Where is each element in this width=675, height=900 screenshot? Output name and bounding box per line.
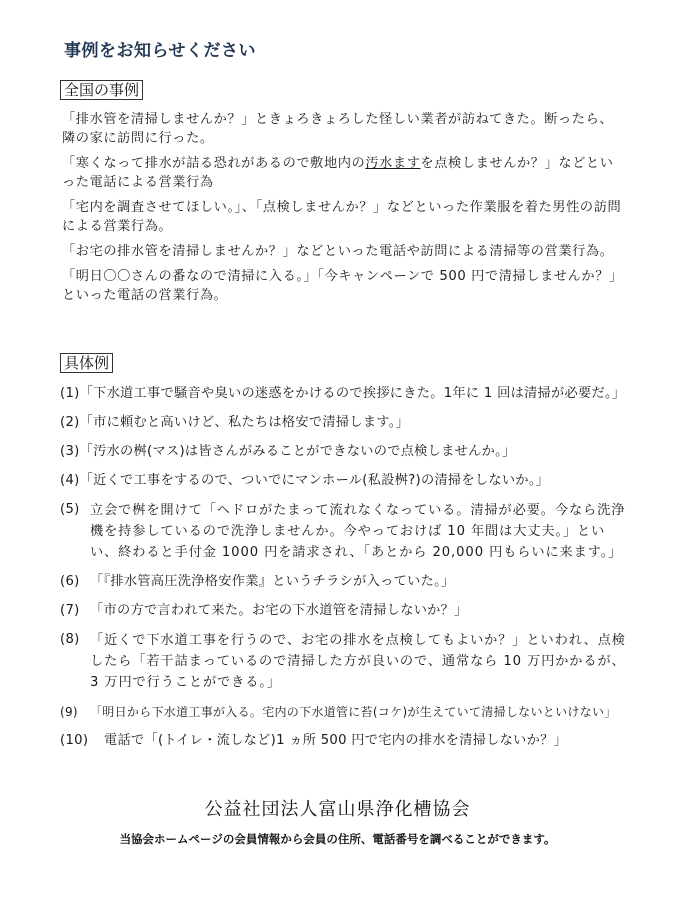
example-item xyxy=(60,702,630,722)
national-case-item: 「排水管を清掃しませんか？」ときょろきょろした怪しい業者が訪ねてきた。断ったら、隣の家に訪問に行った。 xyxy=(62,112,614,146)
example-item xyxy=(60,572,630,592)
case-text-before: 「寒くなって排水が詰る恐れがあるので敷地内の xyxy=(62,156,366,171)
footer-note: 当協会ホームページの会員情報から会員の住所、電話番号を調べることができます。 xyxy=(119,832,556,846)
national-cases-heading: 全国の事例 xyxy=(60,80,143,100)
specific-examples-list xyxy=(60,384,630,760)
example-number: (5) xyxy=(60,502,80,517)
example-number: (4) xyxy=(60,473,80,488)
example-text: 「下水道工事で騒音や臭いの迷惑をかけるので挨拶にきた。1年に 1 回は清掃が必要だ。」 xyxy=(79,386,626,401)
example-number: (10) xyxy=(60,733,89,748)
example-item xyxy=(60,500,630,563)
national-case-item: 「宅内を調査させてほしい。」、「点検しませんか？」などといった作業服を着た男性の訪問による営業行為。 xyxy=(62,200,622,234)
example-number: (1) xyxy=(60,386,80,401)
example-text: 「市の方で言われて来た。お宅の下水道管を清掃しないか？」 xyxy=(90,603,468,618)
example-text: 「近くで工事をするので、ついでにマンホール(私設桝?)の清掃をしないか。」 xyxy=(79,473,550,488)
national-cases-section xyxy=(60,80,143,100)
example-text: 「明日から下水道工事が入る。宅内の下水道管に苔(コケ)が生えていて清掃しないといけない」 xyxy=(90,705,617,719)
example-number: (8) xyxy=(60,632,80,647)
page-title: 事例をお知らせください xyxy=(64,41,256,61)
national-case-item: 「お宅の排水管を清掃しませんか？」などといった電話や訪問による清掃等の営業行為。 xyxy=(62,244,614,259)
example-number: (6) xyxy=(60,574,80,589)
example-text: 立会で桝を開けて「ヘドロがたまって流れなくなっている。清掃が必要。今なら洗浄機を持参しているので洗浄しませんか。今やっておけば 10 年間は大丈夫。」といい、終わると手付金 1000 円を請求され、「あとから 20,000 円もらいに来ます。」 xyxy=(90,503,626,560)
example-number: (3) xyxy=(60,444,80,459)
example-item xyxy=(60,601,630,621)
example-item xyxy=(60,630,630,693)
example-text: 「『排水管高圧洗浄格安作業』というチラシが入っていた。」 xyxy=(90,574,455,589)
example-number: (7) xyxy=(60,603,80,618)
example-item xyxy=(60,442,630,462)
example-text: 「市に頼むと高いけど、私たちは格安で清掃します。」 xyxy=(79,415,410,430)
case-text-after: を点検しませんか？」などといった電話による営業行為 xyxy=(62,156,614,190)
organization-name: 公益社団法人富山県浄化槽協会 xyxy=(204,799,471,820)
specific-examples-heading: 具体例 xyxy=(60,353,113,373)
example-text: 電話で「(トイレ・流しなど)1 ヵ所 500 円で宅内の排水を清掃しないか？」 xyxy=(104,733,568,748)
specific-examples-section xyxy=(60,353,113,373)
underlined-term: 汚水ます xyxy=(365,156,421,171)
national-case-item: 「明日〇〇さんの番なので清掃に入る。」「今キャンペーンで 500 円で清掃しませんか？」といった電話の営業行為。 xyxy=(62,269,617,303)
example-item xyxy=(60,731,630,751)
example-text: 「近くで下水道工事を行うので、お宅の排水を点検してもよいか？」といわれ、点検したら「若干詰まっているので清掃した方が良いので、通常なら 10 万円かかるが、3 万円で行うことができる。」 xyxy=(90,633,626,690)
example-item xyxy=(60,384,630,404)
example-number: (2) xyxy=(60,415,80,430)
example-number: (9) xyxy=(60,705,78,719)
national-case-item xyxy=(62,154,622,192)
example-item xyxy=(60,471,630,491)
example-item xyxy=(60,413,630,433)
national-cases-list xyxy=(62,110,622,311)
example-text: 「汚水の桝(マス)は皆さんがみることができないので点検しませんか。」 xyxy=(79,444,516,459)
